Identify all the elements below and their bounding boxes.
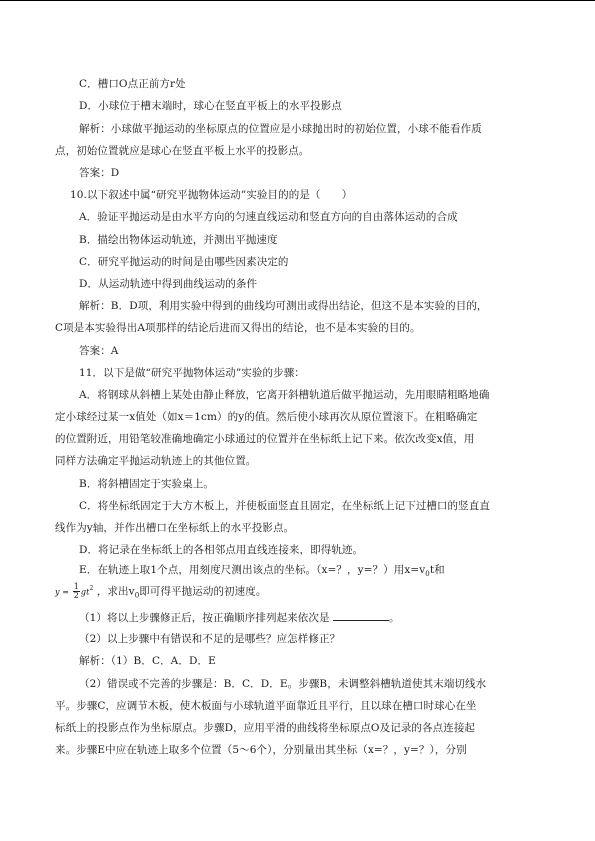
step-b: B．将斜槽固定于实验桌上。: [79, 478, 215, 490]
analysis-9-line-1: 解析：小球做平抛运动的坐标原点的位置应是小球抛出时的初始位置，小球不能看作质: [79, 123, 482, 135]
step-a-line-1: A．将钢球从斜槽上某处由静止释放，它离开斜槽轨道后做平抛运动，先用眼睛粗略地确: [79, 389, 490, 401]
step-d: D．将记录在坐标纸上的各相邻点用直线连接来，即得轨迹。: [79, 544, 364, 556]
step-c-line-1: C．将坐标纸固定于大方木板上，并使板面竖直且固定，在坐标纸上记下过槽口的竖直直: [79, 500, 490, 512]
step-e-line-2: [55, 582, 266, 603]
q10-option-b: B．描绘出物体运动轨迹，并测出平抛速度: [79, 234, 278, 246]
analysis-10-line-1: 解析：B．D项，利用实验中得到的曲线均可测出或得出结论，但这不是本实验的目的，: [79, 300, 488, 312]
step-e-line-1: [79, 563, 445, 581]
analysis-11-part-2-line-3: 标纸上的投影点作为坐标原点。步骤D，应用平滑的曲线将坐标原点O及记录的各点连接起: [55, 722, 476, 734]
step-e-tail: t和: [429, 564, 445, 576]
subscript-zero-2: 0: [134, 591, 140, 600]
formula-rhs: gt: [80, 587, 90, 597]
analysis-10-line-2: C项是本实验得出A项那样的结论后进而又得出的结论，也不是本实验的目的。: [55, 322, 421, 334]
formula-lhs: y =: [55, 587, 72, 597]
q10-option-a: A．验证平抛运动是由水平方向的匀速直线运动和竖直方向的自由落体运动的合成: [79, 211, 458, 223]
q10-option-c: C．研究平抛运动的时间是由哪些因素决定的: [79, 256, 289, 268]
step-a-line-4: 同样方法确定平抛运动轨迹上的其他位置。: [55, 455, 257, 467]
formula-fraction: [73, 583, 80, 600]
analysis-11-part-1: 解析：（1）B．C．A．D．E: [79, 655, 216, 667]
analysis-11-part-2-line-1: （2）错误或不完善的步骤是：B．C．D．E。步骤B，未调整斜槽轨道使其末端切线水: [79, 678, 487, 690]
analysis-11-part-2-line-2: 平。步骤C，应调节木板，使木板面与小球轨道平面靠近且平行，且以球在槽口时球心在坐: [55, 700, 477, 712]
step-e-end: 即可得平抛运动的初速度。: [139, 585, 267, 598]
fraction-numerator: 1: [73, 582, 79, 591]
step-e-continue: ，求出v: [96, 585, 135, 598]
question-10: 10.以下叙述中属“研究平抛物体运动”实验目的的是（ ）: [70, 189, 353, 201]
sub-question-1-end: 。: [389, 612, 400, 624]
sub-question-1: [79, 610, 400, 625]
option-c: C．槽口O点正前方r处: [79, 78, 186, 90]
analysis-11-part-2-line-4: 来。步骤E中应在轨迹上取多个位置（5～6个），分别量出其坐标（x=？，y=？），分别: [55, 744, 467, 756]
q10-option-d: D．从运动轨迹中得到曲线运动的条件: [79, 278, 258, 290]
step-a-line-3: 的位置附近，用铅笔较准确地确定小球通过的位置并在坐标纸上记下来。依次改变x值，用: [55, 433, 475, 445]
step-e-text: E．在轨迹上取1个点，用刻度尺测出该点的坐标。（x=？，y=？）用x=v: [79, 564, 426, 576]
answer-9: 答案：D: [79, 167, 120, 179]
header-rule: [0, 0, 595, 1]
answer-10: 答案：A: [79, 345, 119, 357]
formula-exponent: 2: [89, 585, 94, 592]
answer-blank[interactable]: [333, 610, 389, 621]
option-d: D．小球位于槽末端时，球心在竖直平板上的水平投影点: [79, 100, 342, 112]
question-11: 11．以下是做“研究平抛物体运动”实验的步骤：: [79, 367, 305, 379]
analysis-9-line-2: 点，初始位置就应是球心在竖直平板上水平的投影点。: [55, 145, 310, 157]
sub-question-2: （2）以上步骤中有错误和不足的是哪些？应怎样修正？: [79, 633, 341, 645]
step-a-line-2: 定小球经过某一x值处（如x＝1cm）的y的值。然后使小球再次从原位置滚下。在粗略确定: [55, 411, 478, 423]
subscript-zero: 0: [425, 570, 430, 579]
step-c-line-2: 线作为y轴，并作出槽口在坐标纸上的水平投影点。: [55, 522, 295, 534]
fraction-denominator: 2: [73, 591, 79, 600]
sub-question-1-text: （1）将以上步骤修正后，按正确顺序排列起来依次是: [79, 612, 330, 624]
